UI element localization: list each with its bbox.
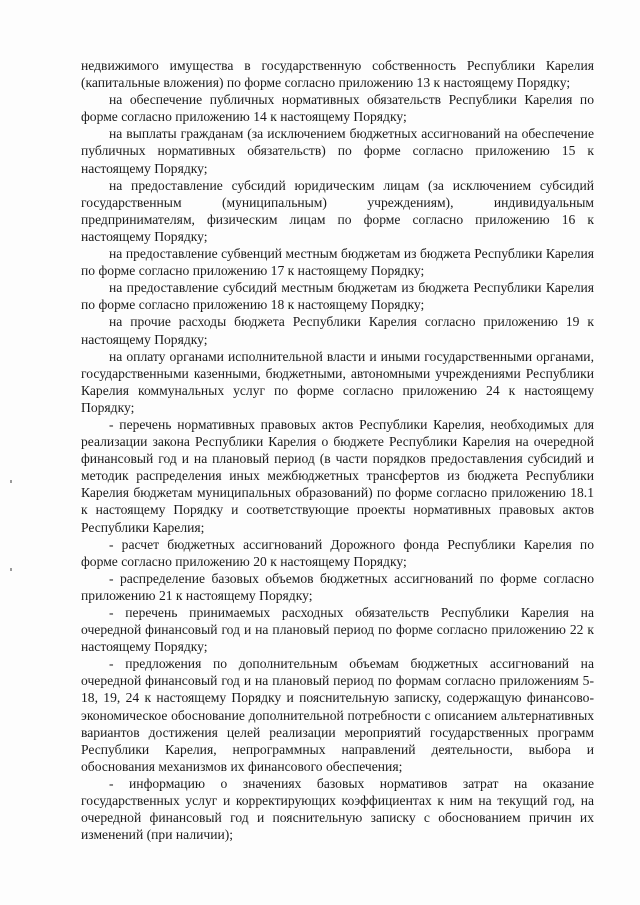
paragraph-public-obligations: на обеспечение публичных нормативных обязательств Республики Карелия по форме согласно приложению 14 к настоящему Порядку; bbox=[81, 92, 594, 125]
list-item-obligations-list: - перечень принимаемых расходных обязательств Республики Карелия на очередной финансовый год и на плановый период по форме согласно приложению 22 к настоящему Порядку; bbox=[81, 605, 594, 655]
scan-artifact bbox=[10, 568, 12, 571]
list-item-legal-acts: - перечень нормативных правовых актов Республики Карелия, необходимых для реализации закона Республики Карелия о бюджете Республики Карелия на очередной финансовый год и на плановый период (в части порядков предоставления субсидий и методик распределения иных межбюджетных трансфертов из бюджета Республики Карелия бюджетам муниципальных образований) по форме согласно приложению 18.1 к настоящему Порядку и соответствующие проекты нормативных правовых актов Республики Карелия; bbox=[81, 416, 594, 535]
paragraph-continuation: недвижимого имущества в государственную собственность Республики Карелия (капитальные вложения) по форме согласно приложению 13 к настоящему Порядку; bbox=[81, 58, 594, 91]
paragraph-other-expenses: на прочие расходы бюджета Республики Карелия согласно приложению 19 к настоящему Порядку; bbox=[81, 314, 594, 347]
paragraph-citizen-payments: на выплаты гражданам (за исключением бюджетных ассигнований на обеспечение публичных нормативных обязательств) по форме согласно приложению 15 к настоящему Порядку; bbox=[81, 126, 594, 176]
list-item-cost-norms: - информацию о значениях базовых нормативов затрат на оказание государственных услуг и корректирующих коэффициентах к ним на текущий год, на очередной финансовый год и пояснительную записку с обоснованием причин их изменений (при наличии); bbox=[81, 775, 594, 843]
list-item-road-fund: - расчет бюджетных ассигнований Дорожного фонда Республики Карелия по форме согласно приложению 20 к настоящему Порядку; bbox=[81, 536, 594, 569]
list-item-base-volumes: - распределение базовых объемов бюджетных ассигнований по форме согласно приложению 21 к настоящему Порядку; bbox=[81, 570, 594, 603]
paragraph-legal-entity-subsidies: на предоставление субсидий юридическим лицам (за исключением субсидий государственным (муниципальным) учреждениям), индивидуальным предпринимателям, физическим лицам по форме согласно приложению 16 к настоящему Порядку; bbox=[81, 177, 594, 244]
paragraph-utilities: на оплату органами исполнительной власти и иными государственными органами, государственными казенными, бюджетными, автономными учреждениями Республики Карелия коммунальных услуг по форме согласно приложению 24 к настоящему Порядку; bbox=[81, 348, 594, 415]
paragraph-subventions: на предоставление субвенций местным бюджетам из бюджета Республики Карелия по форме согласно приложению 17 к настоящему Порядку; bbox=[81, 246, 594, 279]
scan-artifact bbox=[10, 480, 12, 483]
paragraph-local-subsidies: на предоставление субсидий местным бюджетам из бюджета Республики Карелия по форме согласно приложению 18 к настоящему Порядку; bbox=[81, 280, 594, 313]
document-body bbox=[81, 57, 594, 843]
list-item-additional-volumes: - предложения по дополнительным объемам бюджетных ассигнований на очередной финансовый год и на плановый период по формам согласно приложениям 5-18, 19, 24 к настоящему Порядку и пояснительную записку, содержащую финансово-экономическое обоснование дополнительной потребности с описанием альтернативных вариантов достижения целей реализации мероприятий государственных программ Республики Карелия, непрограммных направлений деятельности, выбора и обоснования механизмов их финансового обеспечения; bbox=[81, 656, 594, 774]
